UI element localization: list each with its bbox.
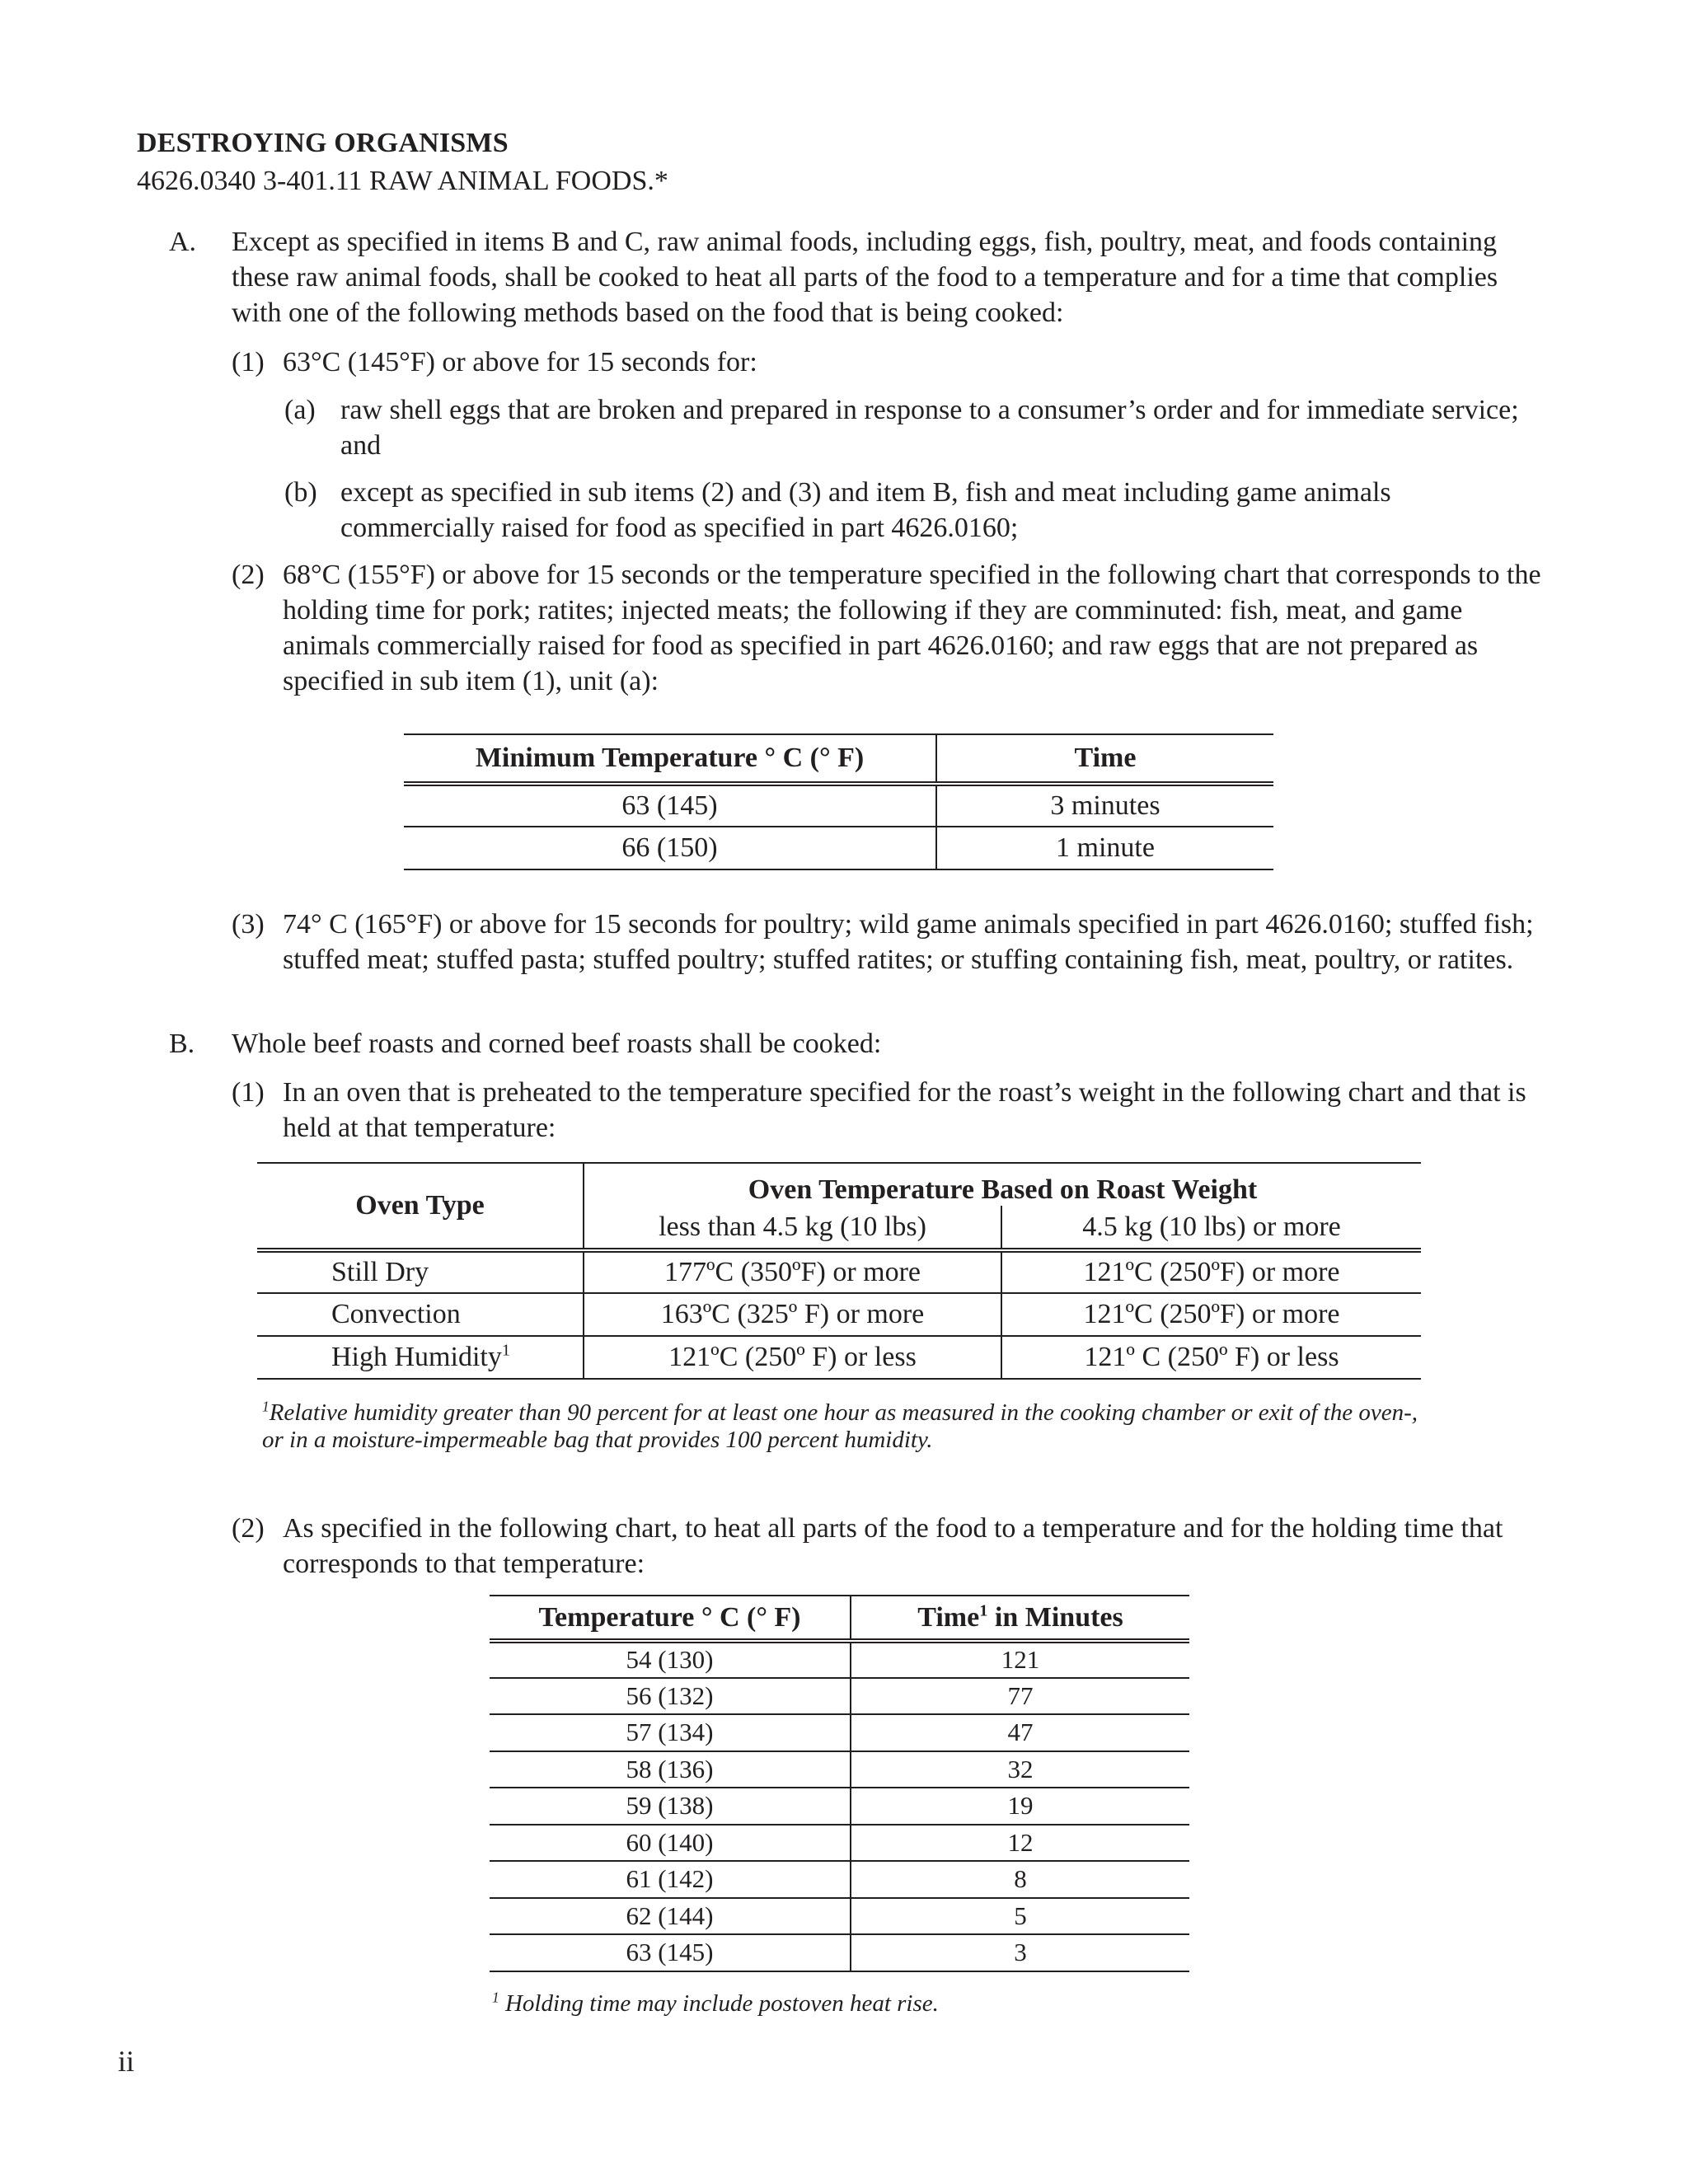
cell-oven-type: Still Dry <box>257 1250 584 1293</box>
cell-minutes: 121 <box>1001 1645 1040 1675</box>
cell-time: 3 minutes <box>1050 790 1160 821</box>
page-number: ii <box>118 2045 135 2078</box>
item-a1b-label: (b) <box>284 477 317 508</box>
table-row <box>490 1714 1189 1751</box>
table-row <box>490 1641 1189 1678</box>
header-heavy-roast: 4.5 kg (10 lbs) or more <box>1082 1211 1341 1242</box>
table-row <box>257 1293 1421 1336</box>
section-heading: DESTROYING ORGANISMS <box>137 128 509 158</box>
item-a-text: Except as specified in items B and C, raw animal foods, including eggs, fish, poultry, meat, and foods containing these raw animal foods, shall be cooked to heat all parts of the food to a temperature and for a time that complies with one of the following methods based on the food that is being cooked: <box>232 227 1498 328</box>
item-a1-text: 63°C (145°F) or above for 15 seconds for: <box>283 347 757 377</box>
cell-minutes: 5 <box>1014 1900 1027 1930</box>
item-a2-text: 68°C (155°F) or above for 15 seconds or the temperature specified in the following chart that corresponds to the holding time for pork; ratites; injected meats; the following if they are comminuted: fish, meat, and game animals commercially raised for food as specified in part 4626.0160; and raw eggs that are not prepared as specified in sub item (1), unit (a): <box>283 560 1541 696</box>
cell-temperature: 59 (138) <box>490 1788 851 1825</box>
cell-minutes: 47 <box>1007 1718 1034 1747</box>
item-b-label: B. <box>169 1029 195 1059</box>
item-b2-label: (2) <box>232 1513 265 1544</box>
cell-minutes: 3 <box>1014 1938 1027 1967</box>
cell-heavy: 121ºC (250ºF) or more <box>1083 1257 1340 1287</box>
cell-light: 177ºC (350ºF) or more <box>584 1250 1001 1293</box>
rule-title: 4626.0340 3-401.11 RAW ANIMAL FOODS.* <box>137 166 668 196</box>
table-header-row <box>257 1163 1421 1206</box>
holding-time-footnote: $^1$ Holding time may include postoven heat rise. <box>492 1989 939 2017</box>
item-b1-label: (1) <box>232 1077 265 1108</box>
header-time: Time <box>1074 743 1137 773</box>
table-row <box>490 1678 1189 1715</box>
cell-minutes: 19 <box>1007 1791 1034 1821</box>
cell-temp: 66 (150) <box>404 827 936 869</box>
cell-light: 121ºC (250º F) or less <box>584 1336 1001 1379</box>
header-min-temp: Minimum Temperature ° C (° F) <box>404 734 936 784</box>
cell-temperature: 60 (140) <box>490 1825 851 1862</box>
cell-oven-type: Convection <box>257 1293 584 1336</box>
min-temperature-table <box>404 733 1273 870</box>
cell-minutes: 32 <box>1007 1754 1034 1783</box>
table-row <box>490 1861 1189 1898</box>
item-a1a-label: (a) <box>284 395 316 425</box>
item-b-text: Whole beef roasts and corned beef roasts shall be cooked: <box>232 1029 882 1059</box>
table-row <box>490 1898 1189 1935</box>
item-a1-label: (1) <box>232 347 265 377</box>
cell-heavy: 121º C (250º F) or less <box>1084 1342 1339 1372</box>
oven-temperature-table <box>257 1162 1421 1380</box>
cell-temp: 63 (145) <box>404 784 936 827</box>
table-row <box>490 1825 1189 1862</box>
table-row <box>490 1934 1189 1971</box>
item-a1a-text: raw shell eggs that are broken and prepared in response to a consumer’s order and for immediate service; and <box>340 395 1519 461</box>
item-b2-text: As specified in the following chart, to heat all parts of the food to a temperature and for the holding time that corresponds to that temperature: <box>283 1513 1503 1579</box>
cell-light: 163ºC (325º F) or more <box>584 1293 1001 1336</box>
table-header-row <box>490 1596 1189 1641</box>
item-a1b-text: except as specified in sub items (2) and (3) and item B, fish and meat including game animals commercially raised for food as specified in part 4626.0160; <box>340 477 1391 543</box>
header-oven-temp-group: Oven Temperature Based on Roast Weight <box>748 1174 1258 1205</box>
cell-temperature: 58 (136) <box>490 1751 851 1788</box>
table-row <box>490 1751 1189 1788</box>
table-row <box>404 784 1273 827</box>
cell-heavy: 121ºC (250ºF) or more <box>1083 1299 1340 1329</box>
table-row <box>257 1336 1421 1379</box>
item-a3-text: 74° C (165°F) or above for 15 seconds for poultry; wild game animals specified in part 4626.0160; stuffed fish; stuffed meat; stuffed pasta; stuffed poultry; stuffed ratites; or stuffing containing fish, meat, poultry, or ratites. <box>283 909 1534 975</box>
cell-temperature: 57 (134) <box>490 1714 851 1751</box>
header-oven-type: Oven Type <box>257 1163 584 1250</box>
cell-temperature: 54 (130) <box>490 1641 851 1678</box>
table-row <box>404 827 1273 869</box>
holding-time-table <box>490 1595 1189 1972</box>
item-a2-label: (2) <box>232 560 265 590</box>
item-a3-label: (3) <box>232 909 265 940</box>
header-time-minutes: Time$^1$ in Minutes <box>917 1601 1123 1633</box>
cell-minutes: 12 <box>1007 1827 1034 1857</box>
oven-table-footnote: $^1$Relative humidity greater than 90 percent for at least one hour as measured in the cooking chamber or exit of the oven-, or in a moisture-impermeable bag that provides 100 percent humidity. <box>262 1398 1418 1453</box>
cell-minutes: 77 <box>1007 1680 1034 1710</box>
cell-oven-type: High Humidity$^1$ <box>257 1336 584 1379</box>
cell-temperature: 61 (142) <box>490 1861 851 1898</box>
table-row <box>257 1250 1421 1293</box>
header-temperature: Temperature ° C (° F) <box>490 1596 851 1641</box>
table-row <box>490 1788 1189 1825</box>
cell-time: 1 minute <box>1056 832 1155 863</box>
header-light-roast: less than 4.5 kg (10 lbs) <box>584 1206 1001 1250</box>
holding-time-rows <box>490 1641 1189 1971</box>
cell-temperature: 63 (145) <box>490 1934 851 1971</box>
cell-temperature: 62 (144) <box>490 1898 851 1935</box>
cell-temperature: 56 (132) <box>490 1678 851 1715</box>
cell-minutes: 8 <box>1014 1864 1027 1894</box>
item-a-label: A. <box>169 227 197 257</box>
item-b1-text: In an oven that is preheated to the temperature specified for the roast’s weight in the following chart and that is held at that temperature: <box>283 1077 1526 1143</box>
table-header-row <box>404 734 1273 784</box>
